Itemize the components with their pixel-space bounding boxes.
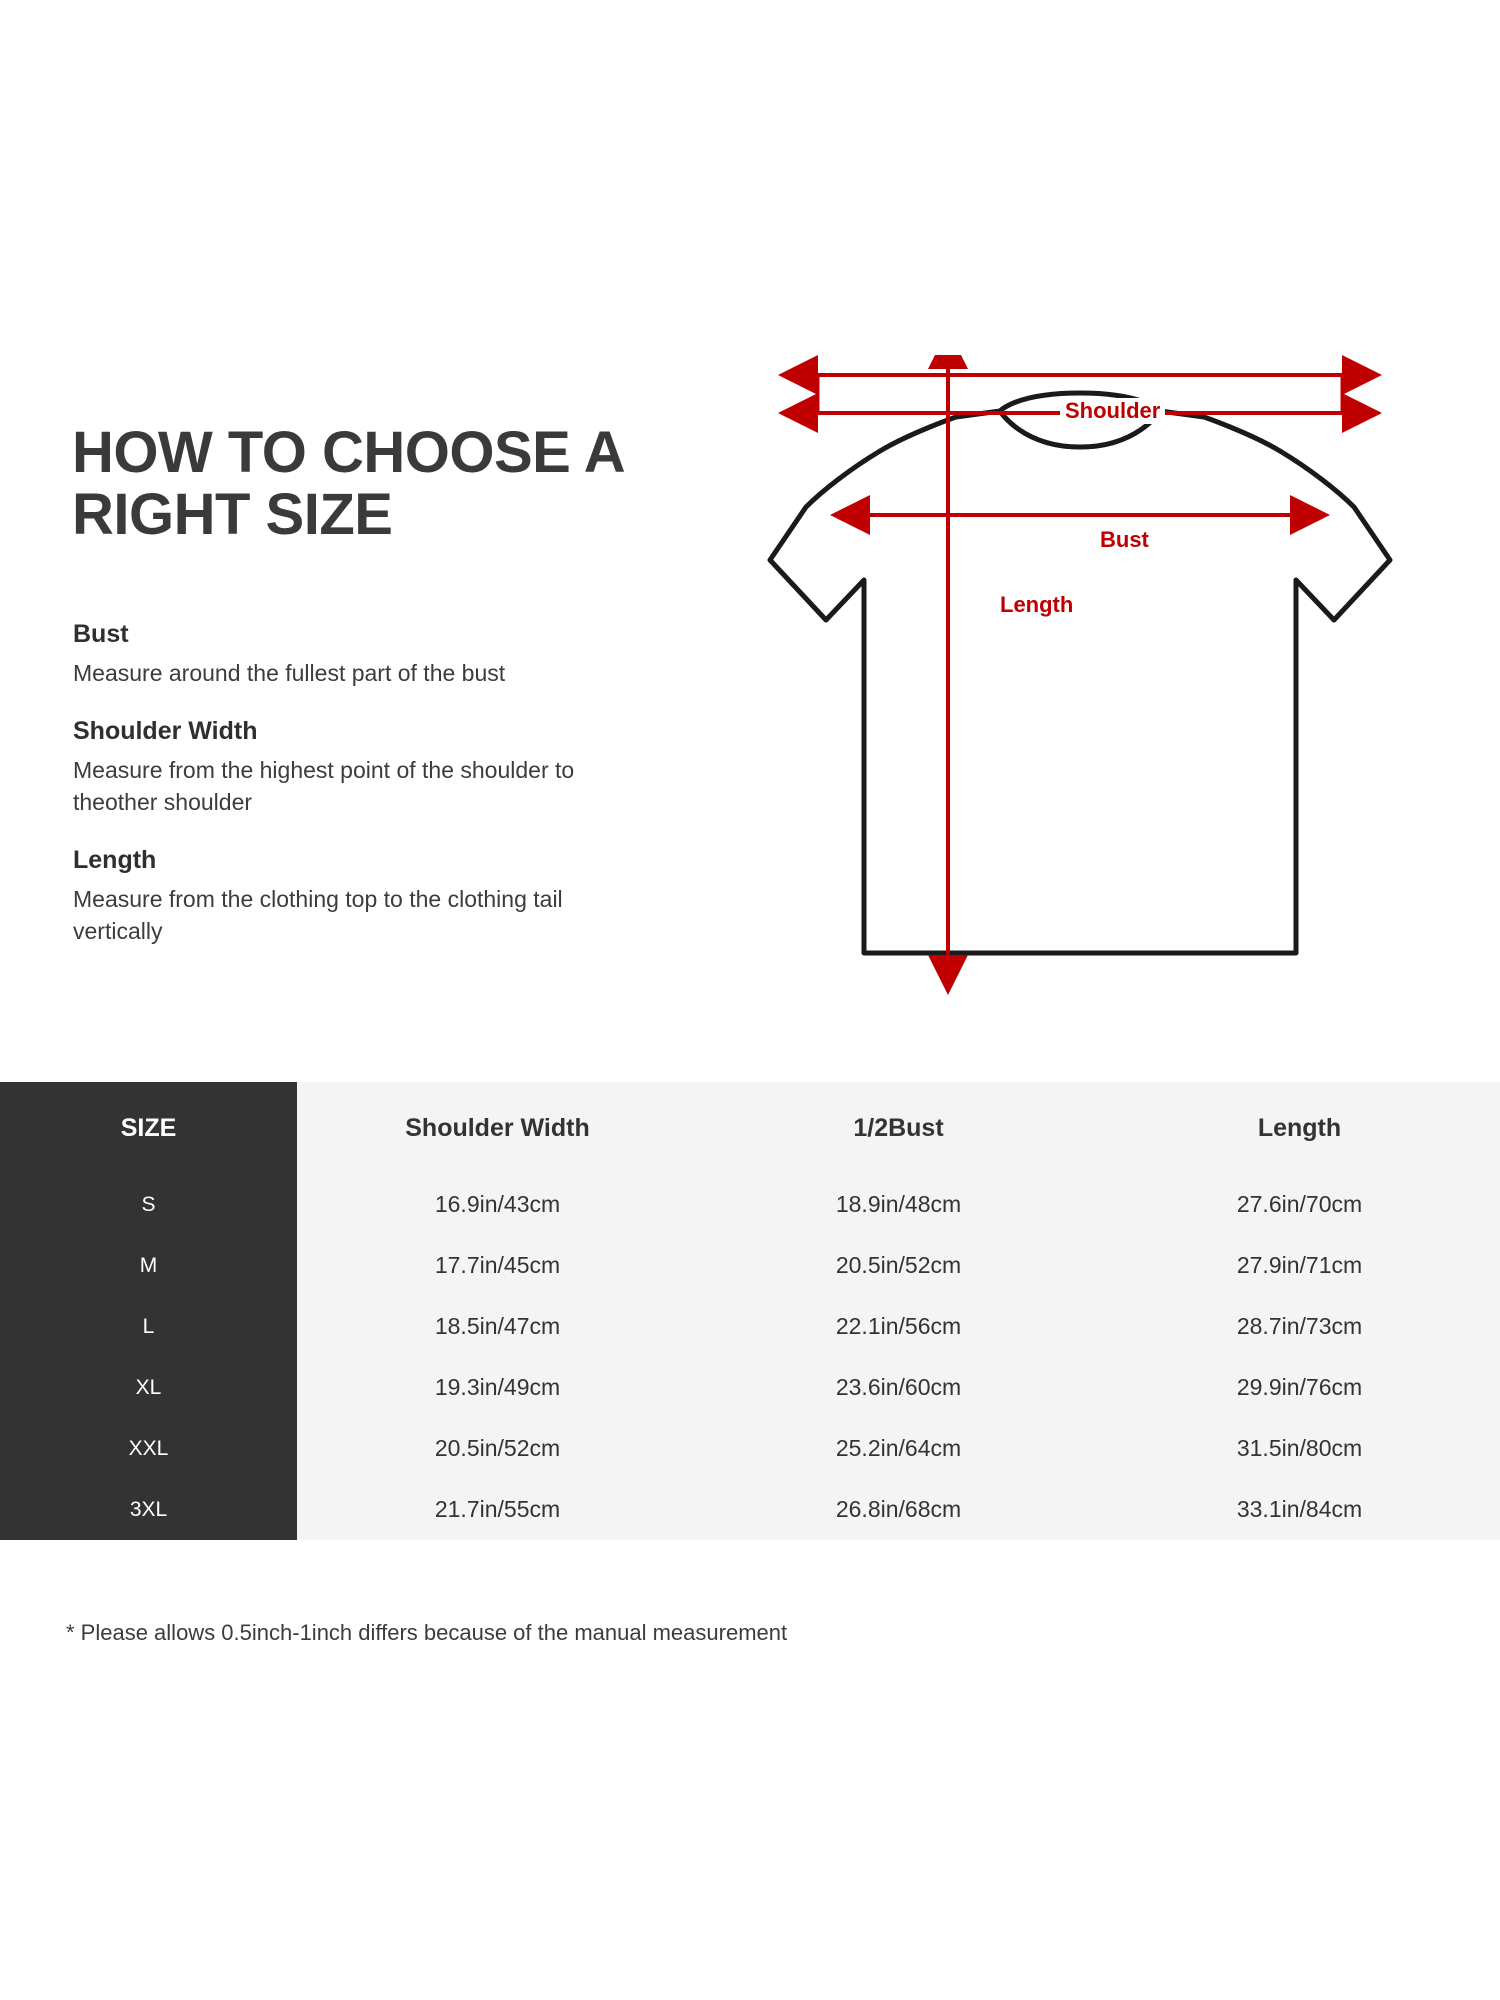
table-header-half-bust: 1/2Bust xyxy=(698,1082,1099,1174)
cell-size: 3XL xyxy=(0,1479,297,1540)
table-header-length: Length xyxy=(1099,1082,1500,1174)
cell-length: 31.5in/80cm xyxy=(1099,1418,1500,1479)
definition-description: Measure from the highest point of the shoulder to theother shoulder xyxy=(73,757,575,815)
cell-length: 33.1in/84cm xyxy=(1099,1479,1500,1540)
cell-length: 27.6in/70cm xyxy=(1099,1174,1500,1235)
definition-description: Measure around the fullest part of the bust xyxy=(73,660,506,686)
table-row xyxy=(0,1235,1500,1296)
definition-term: Bust xyxy=(73,620,129,648)
cell-size: XXL xyxy=(0,1418,297,1479)
table-row xyxy=(0,1174,1500,1235)
bust-measure-label: Bust xyxy=(1095,527,1154,553)
tshirt-diagram xyxy=(760,355,1400,1015)
cell-bust: 20.5in/52cm xyxy=(698,1235,1099,1296)
measurement-footnote: * Please allows 0.5inch-1inch differs because of the manual measurement xyxy=(66,1620,788,1645)
definition-description: Measure from the clothing top to the clothing tail vertically xyxy=(73,886,563,944)
definition-bust xyxy=(73,620,673,689)
cell-shoulder: 16.9in/43cm xyxy=(297,1174,698,1235)
cell-bust: 22.1in/56cm xyxy=(698,1296,1099,1357)
cell-size: L xyxy=(0,1296,297,1357)
cell-size: S xyxy=(0,1174,297,1235)
table-row xyxy=(0,1296,1500,1357)
cell-shoulder: 21.7in/55cm xyxy=(297,1479,698,1540)
cell-length: 28.7in/73cm xyxy=(1099,1296,1500,1357)
definition-shoulder-width xyxy=(73,717,673,818)
cell-size: M xyxy=(0,1235,297,1296)
table-header-shoulder-width: Shoulder Width xyxy=(297,1082,698,1174)
size-table xyxy=(0,1082,1500,1540)
cell-length: 29.9in/76cm xyxy=(1099,1357,1500,1418)
definition-length xyxy=(73,846,673,947)
cell-bust: 18.9in/48cm xyxy=(698,1174,1099,1235)
cell-shoulder: 17.7in/45cm xyxy=(297,1235,698,1296)
shoulder-measure-label: Shoulder xyxy=(1060,398,1165,424)
cell-bust: 25.2in/64cm xyxy=(698,1418,1099,1479)
page-title: HOW TO CHOOSE A RIGHT SIZE xyxy=(72,419,624,547)
table-header-row xyxy=(0,1082,1500,1174)
definition-term: Length xyxy=(73,846,157,874)
table-header-size: SIZE xyxy=(0,1082,297,1174)
table-row xyxy=(0,1479,1500,1540)
table-row xyxy=(0,1357,1500,1418)
length-measure-label: Length xyxy=(995,592,1078,618)
cell-bust: 23.6in/60cm xyxy=(698,1357,1099,1418)
cell-size: XL xyxy=(0,1357,297,1418)
table-row xyxy=(0,1418,1500,1479)
cell-shoulder: 19.3in/49cm xyxy=(297,1357,698,1418)
cell-length: 27.9in/71cm xyxy=(1099,1235,1500,1296)
tshirt-illustration-icon xyxy=(760,355,1400,1015)
definition-term: Shoulder Width xyxy=(73,717,258,745)
cell-shoulder: 18.5in/47cm xyxy=(297,1296,698,1357)
cell-shoulder: 20.5in/52cm xyxy=(297,1418,698,1479)
measurement-definitions xyxy=(73,620,673,975)
cell-bust: 26.8in/68cm xyxy=(698,1479,1099,1540)
